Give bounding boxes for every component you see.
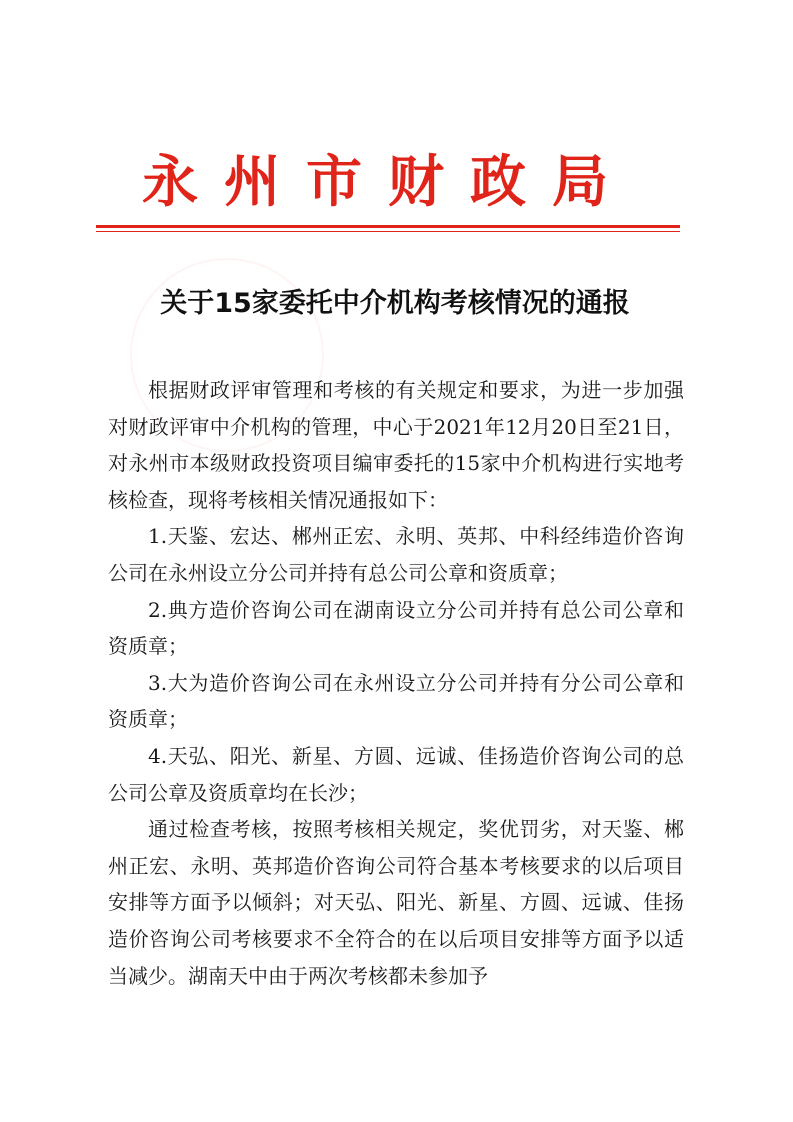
paragraph-item-4: 4.天弘、阳光、新星、方圆、远诚、佳扬造价咨询公司的总公司公章及资质章均在长沙； bbox=[108, 743, 684, 805]
document-body bbox=[108, 372, 684, 994]
issuer-header: 永州市财政局 bbox=[142, 149, 634, 215]
paragraph-intro: 根据财政评审管理和考核的有关规定和要求，为进一步加强对财政评审中介机构的管理，中心于2021年12月20日至21日，对永州市本级财政投资项目编审委托的15家中介机构进行实地考核检查，现将考核相关情况通报如下： bbox=[108, 378, 684, 512]
paragraph-item-2: 2.典方造价咨询公司在湖南设立分公司并持有总公司公章和资质章； bbox=[108, 597, 684, 659]
document-title: 关于15家委托中介机构考核情况的通报 bbox=[160, 288, 630, 319]
paragraph-conclusion: 通过检查考核，按照考核相关规定，奖优罚劣，对天鉴、郴州正宏、永明、英邦造价咨询公司符合基本考核要求的以后项目安排等方面予以倾斜；对天弘、阳光、新星、方圆、远诚、佳扬造价咨询公司考核要求不全符合的在以后项目安排等方面予以适当减少。湖南天中由于两次考核都未参加予 bbox=[108, 817, 684, 988]
header-rule-thin bbox=[96, 231, 680, 232]
header-rule-thick bbox=[96, 225, 680, 228]
paragraph-item-1: 1.天鉴、宏达、郴州正宏、永明、英邦、中科经纬造价咨询公司在永州设立分公司并持有总公司公章和资质章； bbox=[108, 524, 684, 585]
paragraph-item-3: 3.大为造价咨询公司在永州设立分公司并持有分公司公章和资质章； bbox=[108, 670, 684, 732]
